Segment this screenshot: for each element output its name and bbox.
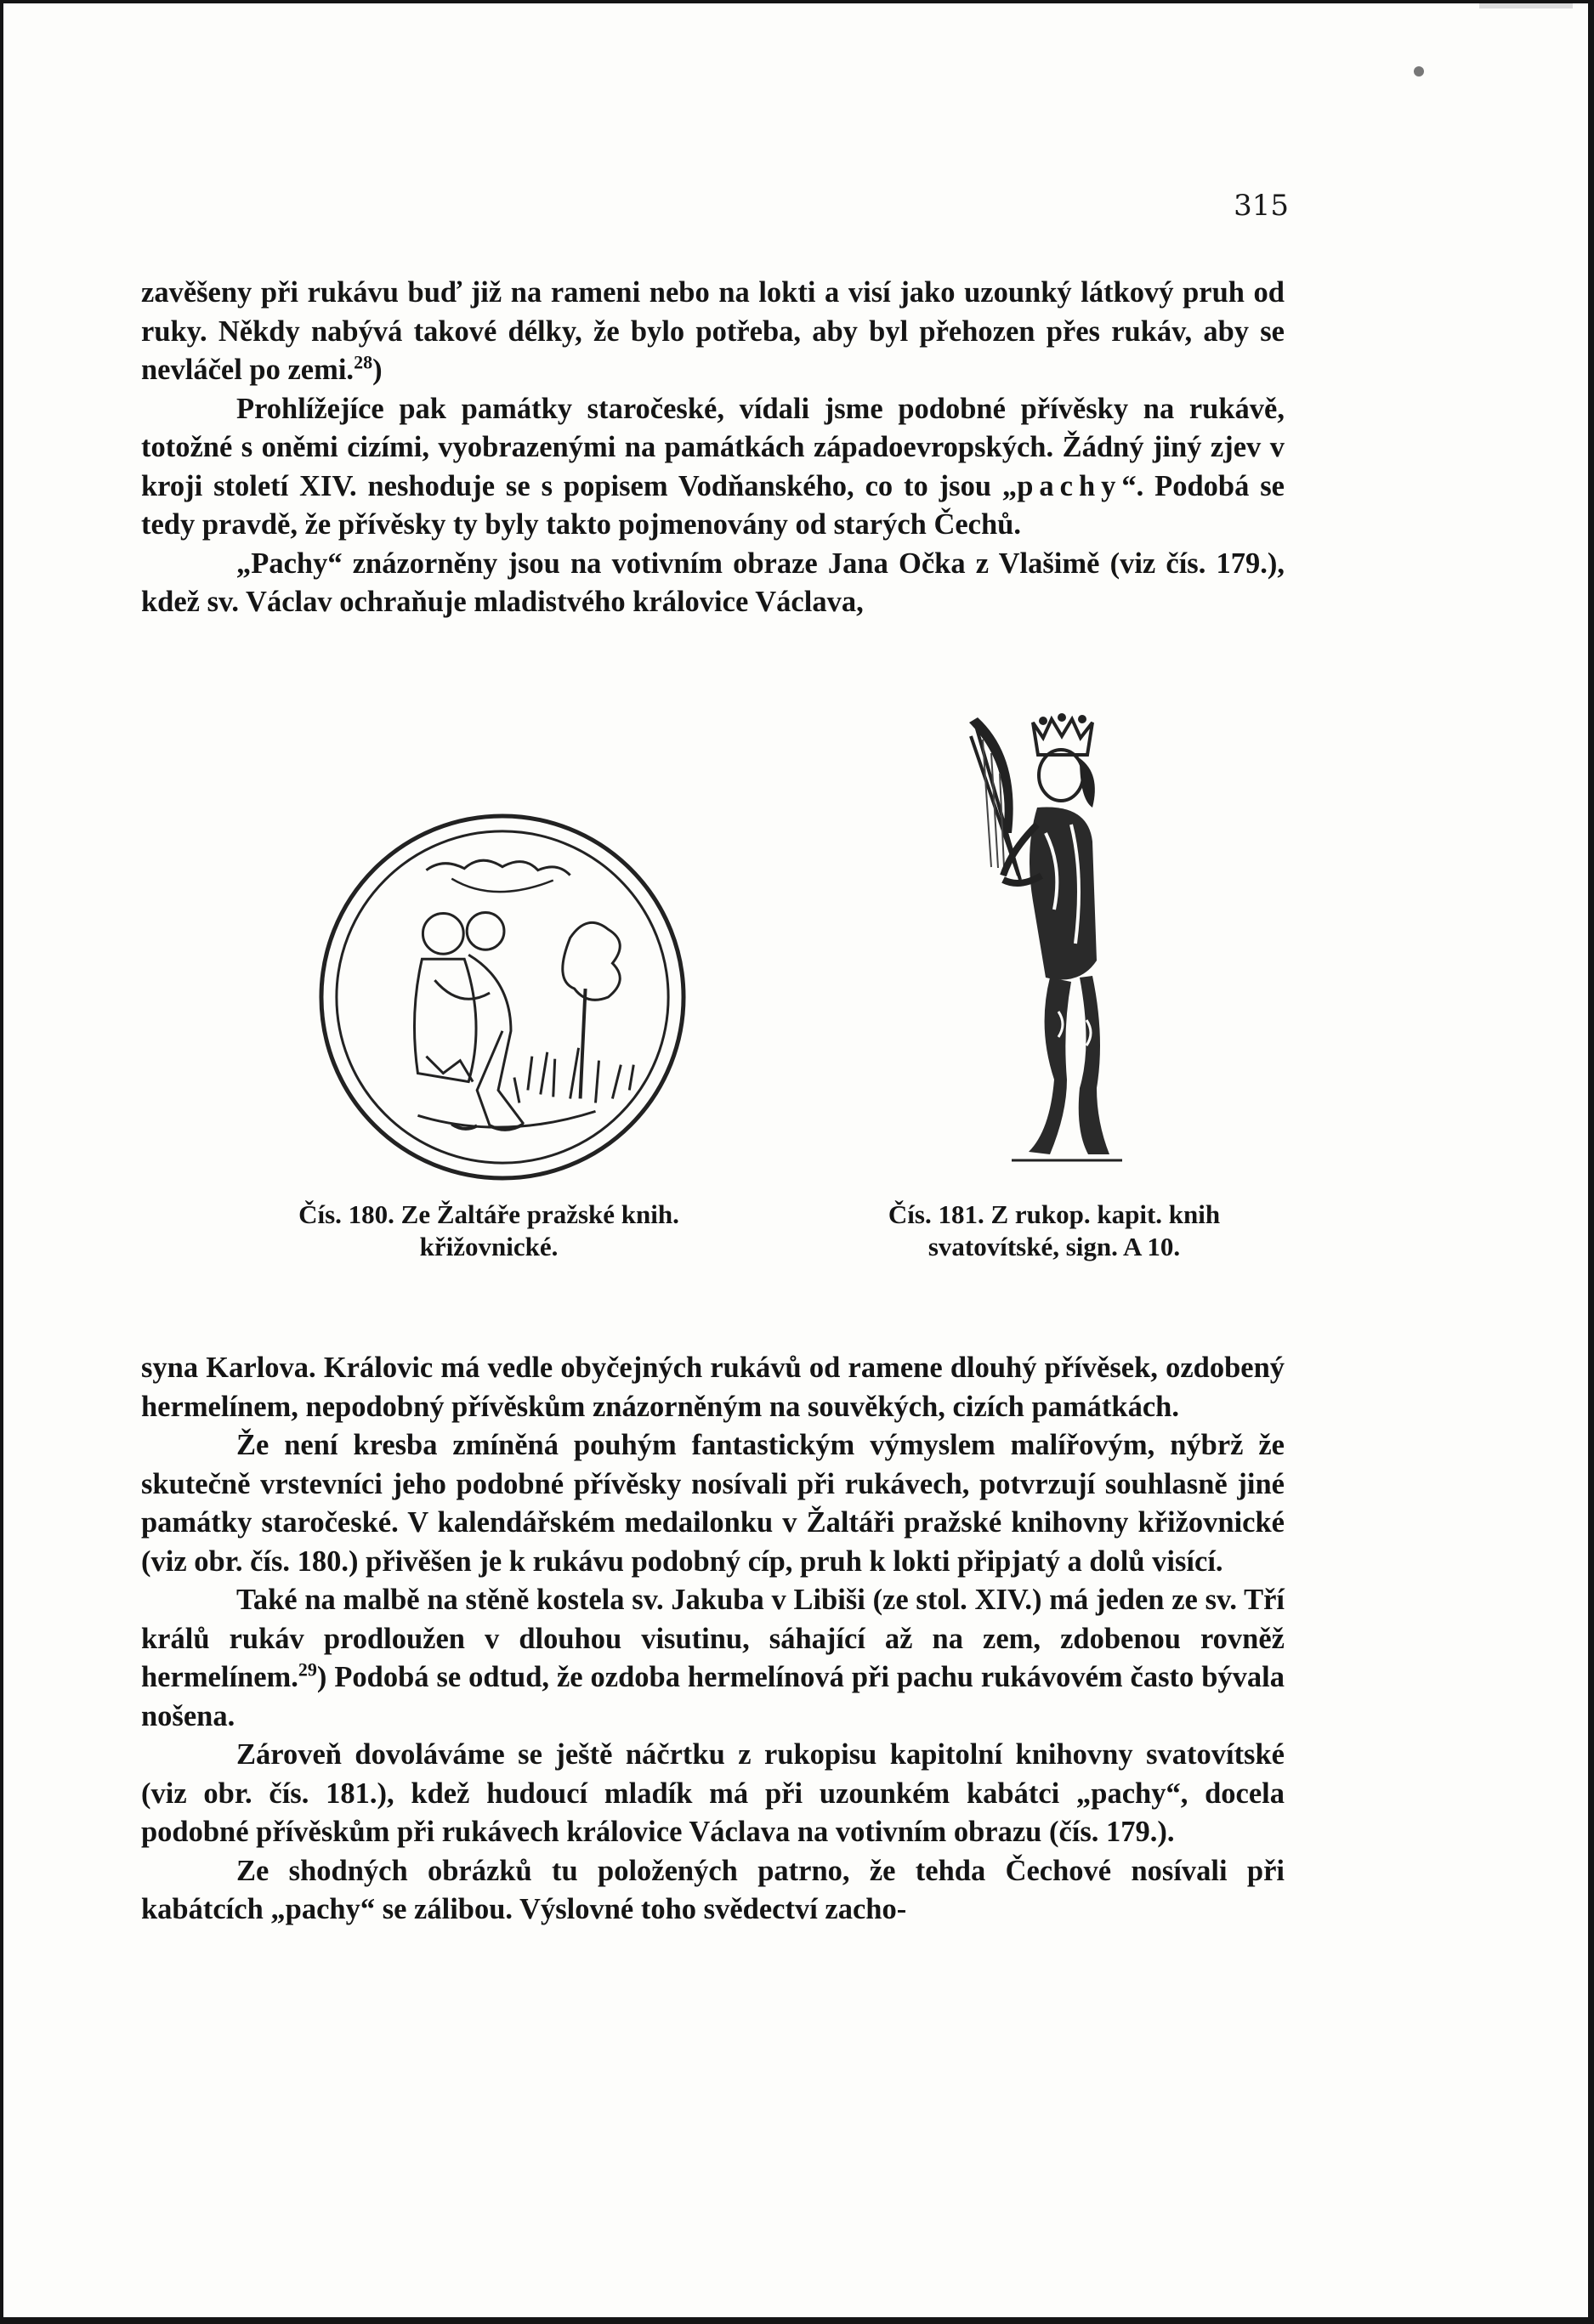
figure-caption-180: Čís. 180. Ze Žaltáře pražské knih. křižovnické. [298,1199,679,1261]
paragraph: Také na malbě na stěně kostela sv. Jakuba v Libiši (ze stol. XIV.) má jeden ze sv. Tří králů rukáv prodloužen v dlouhou visutinu, sáhající až na zem, zdobenou rovněž hermelínem.$^{29}$) Podobá se odtud, že ozdoba hermelínová při pachu rukávovém často bývala nošena. [141,1584,1285,1732]
paragraph: zavěšeny při rukávu buď již na rameni nebo na lokti a visí jako uzounký látkový pruh od ruky. Někdy nabývá takové délky, že bylo potřeba, aby byl přehozen přes rukáv, aby se nevláčel po zemi.$^{28}$) [141,276,1285,386]
paragraph: Prohlížejíce pak památky staročeské, vídali jsme podobné přívěsky na rukávě, totožné s oněmi cizími, vyobrazenými na památkách západoevropských. Žádný jiný zjev v kroji století XIV. neshoduje se s popisem Vodňanského, co to jsou „pachy“. Podobá se tedy pravdě, že přívěsky ty byly takto pojmenovány od starých Čechů. [141,392,1285,541]
spaced-term: pachy [1017,469,1122,502]
paragraph: Zároveň dovoláváme se ještě náčrtku z rukopisu kapitolní knihovny svatovítské (viz obr. čís. 181.), kdež hudoucí mladík má při uzounkém kabátci „pachy“, docela podobné přívěskům při rukávech královice Václava na votivním obrazu (čís. 179.). [141,1738,1285,1848]
scan-speck [1414,66,1424,77]
scan-edge [1479,3,1573,9]
figure-caption-181: Čís. 181. Z rukop. kapit. knih svatovítské, sign. A 10. [888,1199,1221,1261]
text-block-bottom [141,1349,1285,1930]
paragraph: Ze shodných obrázků tu položených patrno, že tehda Čechové nosívali při kabátcích „pachy“ se zálibou. Výslovné toho svědectví zacho- [141,1854,1285,1925]
text-block-top [141,274,1285,622]
paragraph: Že není kresba zmíněná pouhým fantastickým výmyslem malířovým, nýbrž že skutečně vrstevníci jeho podobné přívěsky nosívali při rukávech, potvrzují souhlasně jiné památky staročeské. V kalendářském medailonku v Žaltáři pražské knihovny křižovnické (viz obr. čís. 180.) přivěšen je k rukávu podobný cíp, pruh k lokti připjatý a dolů visící. [141,1429,1285,1578]
page-number: 315 [1234,189,1289,223]
paragraph: „Pachy“ znázorněny jsou na votivním obraze Jana Očka z Vlašimě (viz čís. 179.), kdež sv. Václav ochraňuje mladistvého královice Václava, [141,547,1285,618]
footnote-ref: 29 [298,1658,317,1681]
medallion-illustration-icon [316,811,689,1183]
harpist-illustration-icon [952,706,1139,1165]
paragraph: syna Karlova. Královic má vedle obyčejných rukávů od ramene dlouhý přívěsek, ozdobený hermelínem, nepodobný přívěskům znázorněným na souvěkých, cizích památkách. [141,1352,1285,1423]
footnote-ref: 28 [354,351,373,373]
